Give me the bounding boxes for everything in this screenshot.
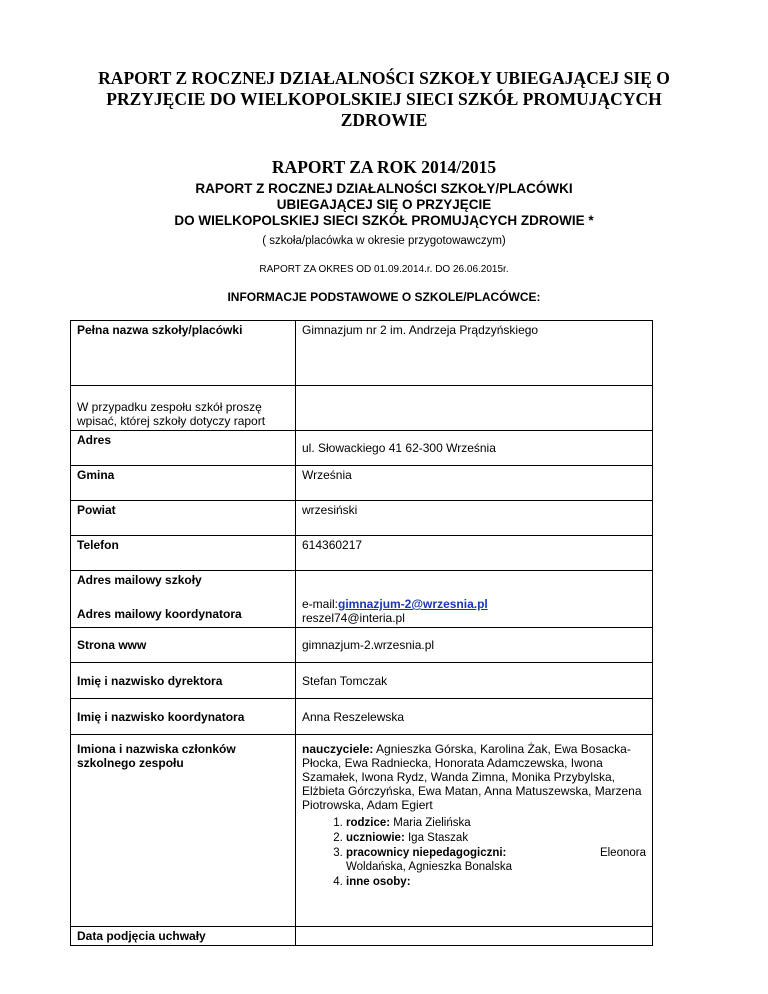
- students-label: uczniowie:: [346, 832, 405, 844]
- staff-row: [346, 846, 646, 860]
- team-label: Imiona i nazwiska członków szkolnego zespołu: [71, 735, 296, 927]
- team-roles-list: [302, 816, 646, 889]
- table-row-address: [71, 431, 653, 466]
- table-row-commune: [71, 466, 653, 501]
- team-teachers: [302, 742, 646, 812]
- teachers-list: Agnieszka Górska, Karolina Żak, Ewa Bosacka-Płocka, Ewa Radniecka, Honorata Adamczewska, Iwona Szamałek, Iwona Rydz, Wanda Zimna, Monika Przybylska, Elżbieta Górczyńska, Ewa Matan, Anna Matuszewska, Marzena Piotrowska, Adam Egiert: [302, 742, 642, 812]
- students-list: Iga Staszak: [404, 832, 469, 844]
- school-info-table: [70, 320, 653, 946]
- list-item: [346, 846, 646, 874]
- subtitle-line-1: RAPORT Z ROCZNEJ DZIAŁALNOŚCI SZKOŁY/PLACÓWKI: [195, 181, 573, 196]
- parents-label: rodzice:: [346, 817, 391, 829]
- phone-value: 614360217: [296, 536, 653, 571]
- coordinator-email-label: Adres mailowy koordynatora: [77, 607, 242, 621]
- table-row-director: [71, 663, 653, 699]
- school-email-prefix: e-mail:: [302, 597, 339, 611]
- report-main-title: [70, 68, 698, 131]
- website-value: gimnazjum-2.wrzesnia.pl: [296, 628, 653, 663]
- full-name-label: Pełna nazwa szkoły/placówki: [71, 321, 296, 386]
- report-year-title: RAPORT ZA ROK 2014/2015: [271, 157, 497, 177]
- resolution-date-label: Data podjęcia uchwały: [71, 927, 296, 946]
- basic-info-heading: INFORMACJE PODSTAWOWE O SZKOLE/PLACÓWCE:: [227, 290, 541, 304]
- others-label: inne osoby:: [346, 876, 411, 888]
- table-row-phone: [71, 536, 653, 571]
- report-subtitle: [90, 181, 678, 229]
- main-title-line-1: RAPORT Z ROCZNEJ DZIAŁALNOŚCI SZKOŁY UBIEGAJĄCEJ SIĘ O: [98, 68, 670, 88]
- subtitle-line-3: DO WIELKOPOLSKIEJ SIECI SZKÓŁ PROMUJĄCYCH ZDROWIE *: [174, 213, 594, 228]
- main-title-line-3: ZDROWIE: [340, 110, 428, 130]
- school-email-line: [302, 597, 646, 611]
- website-label: Strona www: [71, 628, 296, 663]
- county-label: Powiat: [71, 501, 296, 536]
- email-labels: [71, 571, 296, 628]
- table-row-complex-note: [71, 386, 653, 431]
- team-value: [296, 735, 653, 927]
- table-row-team: [71, 735, 653, 927]
- director-label: Imię i nazwisko dyrektora: [71, 663, 296, 699]
- coordinator-value: Anna Reszelewska: [296, 699, 653, 735]
- staff-rest: Woldańska, Agnieszka Bonalska: [346, 861, 512, 873]
- list-item: [346, 816, 646, 830]
- full-name-value: Gimnazjum nr 2 im. Andrzeja Prądzyńskiego: [296, 321, 653, 386]
- school-email-link[interactable]: gimnazjum-2@wrzesnia.pl: [338, 597, 488, 611]
- director-value: Stefan Tomczak: [296, 663, 653, 699]
- email-values: [296, 571, 653, 628]
- resolution-date-value: [296, 927, 653, 946]
- parents-list: Maria Zielińska: [390, 817, 471, 829]
- staff-label: 3. pracownicy niepedagogiczni:: [346, 847, 507, 859]
- table-row-full-name: [71, 321, 653, 386]
- address-label: Adres: [71, 431, 296, 466]
- subtitle-line-2: UBIEGAJĄCEJ SIĘ O PRZYJĘCIE: [276, 197, 492, 212]
- school-email-label: Adres mailowy szkoły: [77, 573, 202, 587]
- list-item: [346, 831, 646, 845]
- coordinator-email-value: reszel74@interia.pl: [302, 611, 405, 625]
- staff-first: Eleonora: [599, 847, 646, 859]
- address-value: ul. Słowackiego 41 62-300 Września: [296, 431, 653, 466]
- complex-note-label: W przypadku zespołu szkół proszę wpisać, której szkoły dotyczy raport: [71, 386, 296, 431]
- table-row-county: [71, 501, 653, 536]
- table-row-website: [71, 628, 653, 663]
- phone-label: Telefon: [71, 536, 296, 571]
- teachers-label: nauczyciele:: [302, 742, 374, 756]
- table-row-resolution-date: [71, 927, 653, 946]
- commune-value: Września: [296, 466, 653, 501]
- table-row-coordinator: [71, 699, 653, 735]
- report-period: RAPORT ZA OKRES OD 01.09.2014.r. DO 26.06.2015r.: [259, 264, 509, 275]
- commune-label: Gmina: [71, 466, 296, 501]
- complex-note-value: [296, 386, 653, 431]
- county-value: wrzesiński: [296, 501, 653, 536]
- table-row-emails: [71, 571, 653, 628]
- main-title-line-2: PRZYJĘCIE DO WIELKOPOLSKIEJ SIECI SZKÓŁ PROMUJĄCYCH: [106, 89, 662, 109]
- list-item: [346, 875, 646, 889]
- preparatory-period-note: ( szkoła/placówka w okresie przygotowawczym): [262, 235, 506, 247]
- coordinator-label: Imię i nazwisko koordynatora: [71, 699, 296, 735]
